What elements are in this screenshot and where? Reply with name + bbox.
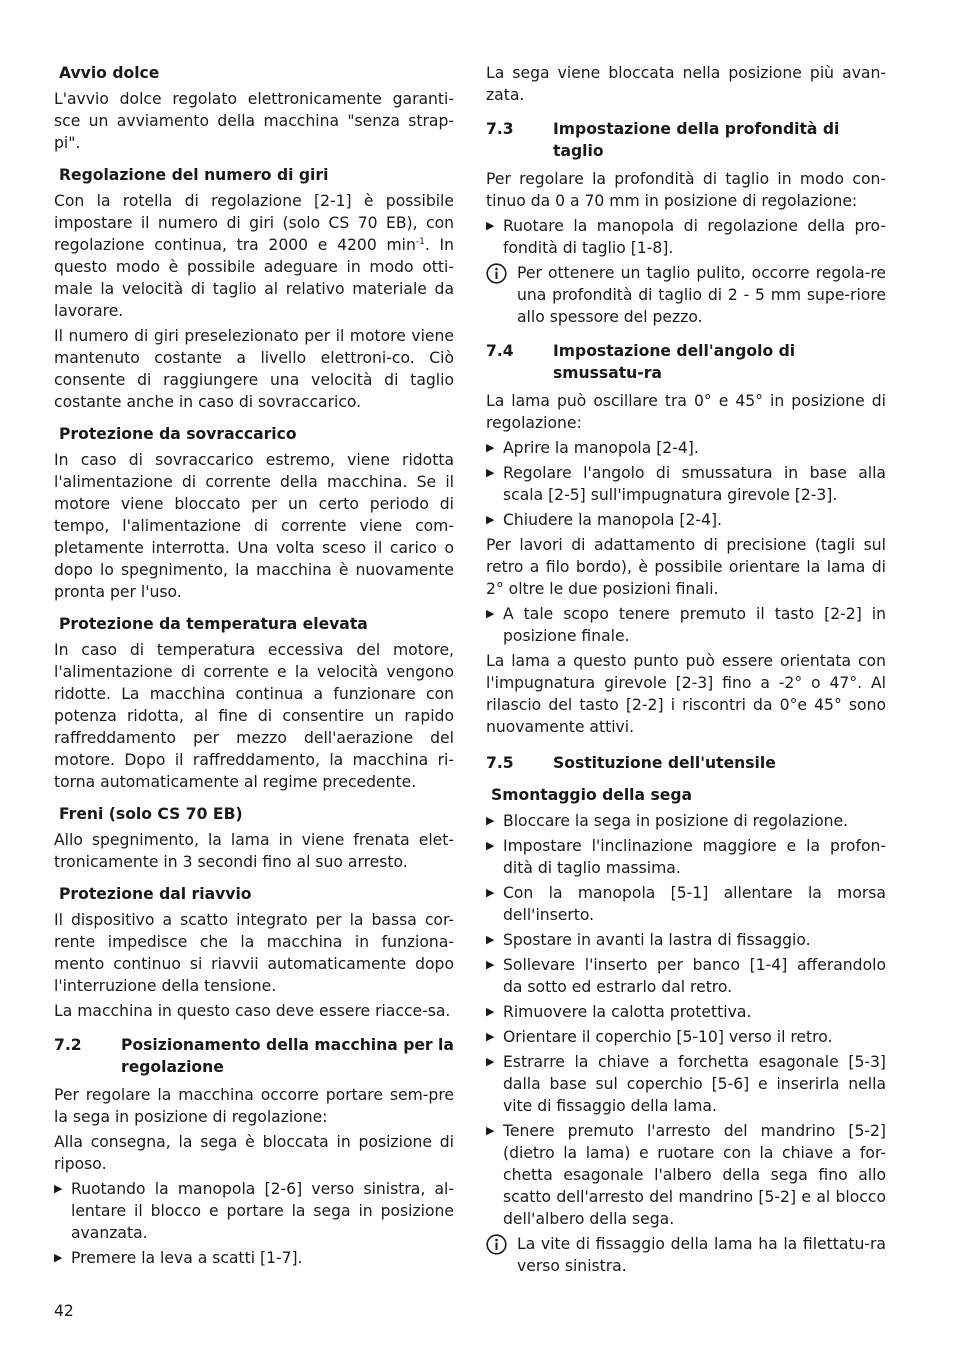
bullet-item: ▶ Aprire la manopola [2-4].: [486, 439, 699, 457]
bullet-item: ▶ Orientare il coperchio [5-10] verso il retro.: [486, 1028, 833, 1046]
paragraph-temperatura: In caso di temperatura eccessiva del motore, l'alimentazione di corrente e la velocità vengono ridotte. La macchina continua a funzionare con potenza ridotta, al fine di consentire un rapido raffreddamento per mezzo dell'aerazione del motore. Dopo il raffreddamento, la macchina ri-torna automaticamente al regime precedente.: [54, 641, 454, 791]
paragraph-intro: La sega viene bloccata nella posizione più avan-zata.: [486, 64, 886, 104]
bullet-item: ▶ Con la manopola [5-1] allentare la morsa dell'inserto.: [486, 884, 886, 924]
paragraph-sovraccarico: In caso di sovraccarico estremo, viene ridotta l'alimentazione di corrente della macchina. Se il motore viene bloccato per un certo periodo di tempo, l'alimentazione di corrente viene com-pletamente interrotta. Una volta sceso il carico o dopo lo spegnimento, la macchina è nuovamente pronta per l'uso.: [54, 451, 454, 601]
bullet-item: ▶ Bloccare la sega in posizione di regolazione.: [486, 812, 849, 830]
triangle-bullet-icon: ▶: [486, 958, 495, 971]
info-note: La vite di fissaggio della lama ha la filettatu-ra verso sinistra.: [486, 1233, 886, 1277]
triangle-bullet-icon: ▶: [486, 1030, 495, 1043]
triangle-bullet-icon: ▶: [486, 466, 495, 479]
triangle-bullet-icon: ▶: [486, 839, 495, 852]
section-title: Sostituzione dell'utensile: [553, 754, 776, 772]
triangle-bullet-icon: ▶: [54, 1251, 63, 1264]
heading-regolazione-giri: Regolazione del numero di giri: [59, 166, 329, 184]
section-title: Impostazione dell'angolo di smussatu-ra: [553, 342, 796, 382]
bullet-item: ▶ Chiudere la manopola [2-4].: [486, 511, 722, 529]
section-7-5-heading: [486, 752, 886, 774]
bullet-item: ▶ Impostare l'inclinazione maggiore e la profon-dità di taglio massima.: [486, 837, 886, 877]
section-7-3-heading: [486, 118, 886, 162]
triangle-bullet-icon: ▶: [486, 1055, 495, 1068]
page-number: 42: [54, 1302, 74, 1320]
paragraph-avvio: L'avvio dolce regolato elettronicamente garanti-sce un avviamento della macchina "senza strap-pi".: [54, 90, 454, 152]
bullet-item: ▶ Tenere premuto l'arresto del mandrino [5-2] (dietro la lama) e ruotare con la chiave a for-chetta esagonale l'albero della sega fino allo scatto dell'arresto del mandrino [5-2] e al blocco dell'albero della sega.: [486, 1122, 886, 1228]
heading-smontaggio: Smontaggio della sega: [491, 786, 693, 804]
triangle-bullet-icon: ▶: [486, 886, 495, 899]
left-column: [54, 62, 454, 1272]
bullet-item: ▶ Spostare in avanti la lastra di fissaggio.: [486, 931, 811, 949]
triangle-bullet-icon: ▶: [54, 1182, 63, 1195]
bullet-item: ▶ Rimuovere la calotta protettiva.: [486, 1003, 752, 1021]
triangle-bullet-icon: ▶: [486, 1005, 495, 1018]
paragraph-7-2-2: Alla consegna, la sega è bloccata in posizione di riposo.: [54, 1133, 454, 1173]
section-number: 7.3: [486, 120, 514, 138]
bullet-item: ▶ Regolare l'angolo di smussatura in base alla scala [2-5] sull'impugnatura girevole [2-3].: [486, 464, 886, 504]
paragraph-7-3: Per regolare la profondità di taglio in modo con-tinuo da 0 a 70 mm in posizione di regolazione:: [486, 170, 886, 210]
info-icon: [486, 262, 517, 328]
triangle-bullet-icon: ▶: [486, 219, 495, 232]
triangle-bullet-icon: ▶: [486, 933, 495, 946]
section-number: 7.2: [54, 1036, 82, 1054]
section-title: Posizionamento della macchina per la regolazione: [121, 1036, 454, 1076]
paragraph-freni: Allo spegnimento, la lama in viene frenata elet-tronicamente in 3 secondi fino al suo arresto.: [54, 831, 454, 871]
triangle-bullet-icon: ▶: [486, 607, 495, 620]
heading-riavvio: Protezione dal riavvio: [59, 885, 252, 903]
paragraph-7-4-1: La lama può oscillare tra 0° e 45° in posizione di regolazione:: [486, 392, 886, 432]
triangle-bullet-icon: ▶: [486, 814, 495, 827]
heading-sovraccarico: Protezione da sovraccarico: [59, 425, 297, 443]
triangle-bullet-icon: ▶: [486, 1124, 495, 1137]
info-note: Per ottenere un taglio pulito, occorre regola-re una profondità di taglio di 2 - 5 mm supe-riore allo spessore del pezzo.: [486, 262, 886, 328]
section-number: 7.4: [486, 342, 514, 360]
paragraph-riavvio-1: Il dispositivo a scatto integrato per la bassa cor-rente impedisce che la macchina in funziona-mento continuo si riavvii automaticamente dopo l'interruzione della tensione.: [54, 911, 454, 995]
bullet-item: ▶ A tale scopo tenere premuto il tasto [2-2] in posizione finale.: [486, 605, 886, 645]
paragraph-giri-1: Con la rotella di regolazione [2-1] è possibile impostare il numero di giri (solo CS 70 EB), con regolazione continua, tra 2000 e 4200 $\min^{-1}$. In questo modo è possibile adeguare in modo otti-male la velocità di taglio al relativo materiale da lavorare.: [54, 192, 454, 320]
bullet-item: ▶ Ruotare la manopola di regolazione della pro-fondità di taglio [1-8].: [486, 217, 886, 257]
bullet-item: ▶ Premere la leva a scatti [1-7].: [54, 1249, 303, 1267]
info-icon: [486, 1233, 517, 1277]
bullet-item: ▶ Estrarre la chiave a forchetta esagonale [5-3] dalla base sul coperchio [5-6] e inserirla nella vite di fissaggio della lama.: [486, 1053, 886, 1115]
bullet-item: ▶ Ruotando la manopola [2-6] verso sinistra, al-lentare il blocco e portare la sega in posizione avanzata.: [54, 1180, 454, 1242]
section-7-4-heading: [486, 340, 886, 384]
heading-avvio-dolce: Avvio dolce: [59, 64, 160, 82]
paragraph-riavvio-2: La macchina in questo caso deve essere riacce-sa.: [54, 1002, 451, 1020]
paragraph-7-4-2: Per lavori di adattamento di precisione (tagli sul retro a filo bordo), è possibile orientare la lama di 2° oltre le due posizioni finali.: [486, 536, 886, 598]
section-7-2-heading: [54, 1034, 454, 1078]
heading-freni: Freni (solo CS 70 EB): [59, 805, 243, 823]
paragraph-giri-2: Il numero di giri preselezionato per il motore viene mantenuto costante a livello elettroni-co. Ciò consente di raggiungere una velocità di taglio costante anche in caso di sovraccarico.: [54, 327, 454, 411]
bullet-item: ▶ Sollevare l'inserto per banco [1-4] afferandolo da sotto ed estrarlo dal retro.: [486, 956, 886, 996]
section-number: 7.5: [486, 754, 514, 772]
section-title: Impostazione della profondità di taglio: [553, 120, 840, 160]
triangle-bullet-icon: ▶: [486, 441, 495, 454]
triangle-bullet-icon: ▶: [486, 513, 495, 526]
paragraph-7-2-1: Per regolare la macchina occorre portare sem-pre la sega in posizione di regolazione:: [54, 1086, 454, 1126]
paragraph-7-4-3: La lama a questo punto può essere orientata con l'impugnatura girevole [2-3] fino a -2° o 47°. Al rilascio del tasto [2-2] i riscontri da 0°e 45° sono nuovamente attivi.: [486, 652, 886, 736]
right-column: [486, 62, 886, 1280]
heading-temperatura: Protezione da temperatura elevata: [59, 615, 368, 633]
